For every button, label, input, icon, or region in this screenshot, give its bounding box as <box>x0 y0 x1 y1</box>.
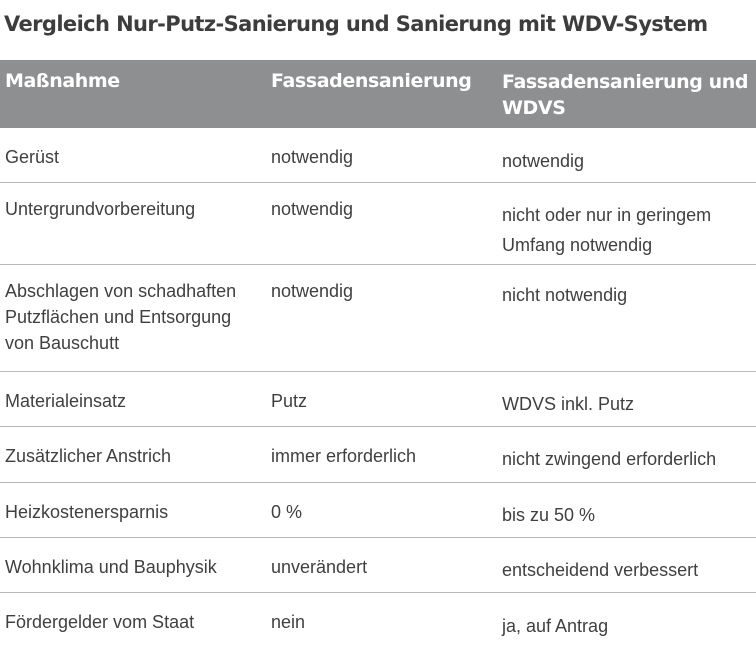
measure-cell: Gerüst <box>5 147 60 167</box>
wdvs-cell: bis zu 50 % <box>502 505 596 525</box>
table-row <box>0 483 756 538</box>
header-cell-facade-renovation-wdvs: Fassadensanierung und WDVS <box>502 71 749 119</box>
measure-cell: Wohnklima und Bauphysik <box>5 557 217 577</box>
wdvs-cell: ja, auf Antrag <box>502 616 609 636</box>
header-cell-facade-renovation: Fassadensanierung <box>271 70 472 92</box>
table-row <box>0 265 756 372</box>
wdvs-cell: entscheidend verbessert <box>502 560 699 580</box>
table-header-row <box>0 60 756 128</box>
measure-cell: Heizkostenersparnis <box>5 502 169 522</box>
table-row <box>0 427 756 483</box>
facade-cell: unverändert <box>271 557 368 577</box>
wdvs-cell: nicht oder nur in geringem Umfang notwendig <box>502 205 712 255</box>
table-row <box>0 372 756 427</box>
measure-cell: Materialeinsatz <box>5 391 127 411</box>
wdvs-cell: notwendig <box>502 151 585 171</box>
measure-cell: Abschlagen von schadhaften Putzflächen und Entsorgung von Bauschutt <box>5 281 237 353</box>
wdvs-cell: nicht notwendig <box>502 285 628 305</box>
measure-cell: Zusätzlicher Anstrich <box>5 446 172 466</box>
measure-cell: Untergrundvorbereitung <box>5 199 196 219</box>
table-row <box>0 128 756 183</box>
facade-cell: notwendig <box>271 199 354 219</box>
page-title: Vergleich Nur-Putz-Sanierung und Sanierung mit WDV-System <box>4 12 708 36</box>
wdvs-cell: WDVS inkl. Putz <box>502 394 635 414</box>
facade-cell: notwendig <box>271 281 354 301</box>
wdvs-cell: nicht zwingend erforderlich <box>502 449 717 469</box>
facade-cell: 0 % <box>271 502 303 522</box>
table-row <box>0 538 756 593</box>
facade-cell: immer erforderlich <box>271 446 417 466</box>
facade-cell: nein <box>271 612 306 632</box>
comparison-table <box>0 60 756 653</box>
facade-cell: notwendig <box>271 147 354 167</box>
facade-cell: Putz <box>271 391 308 411</box>
measure-cell: Fördergelder vom Staat <box>5 612 195 632</box>
header-cell-measure: Maßnahme <box>5 70 120 92</box>
table-row <box>0 183 756 265</box>
table-row <box>0 593 756 653</box>
